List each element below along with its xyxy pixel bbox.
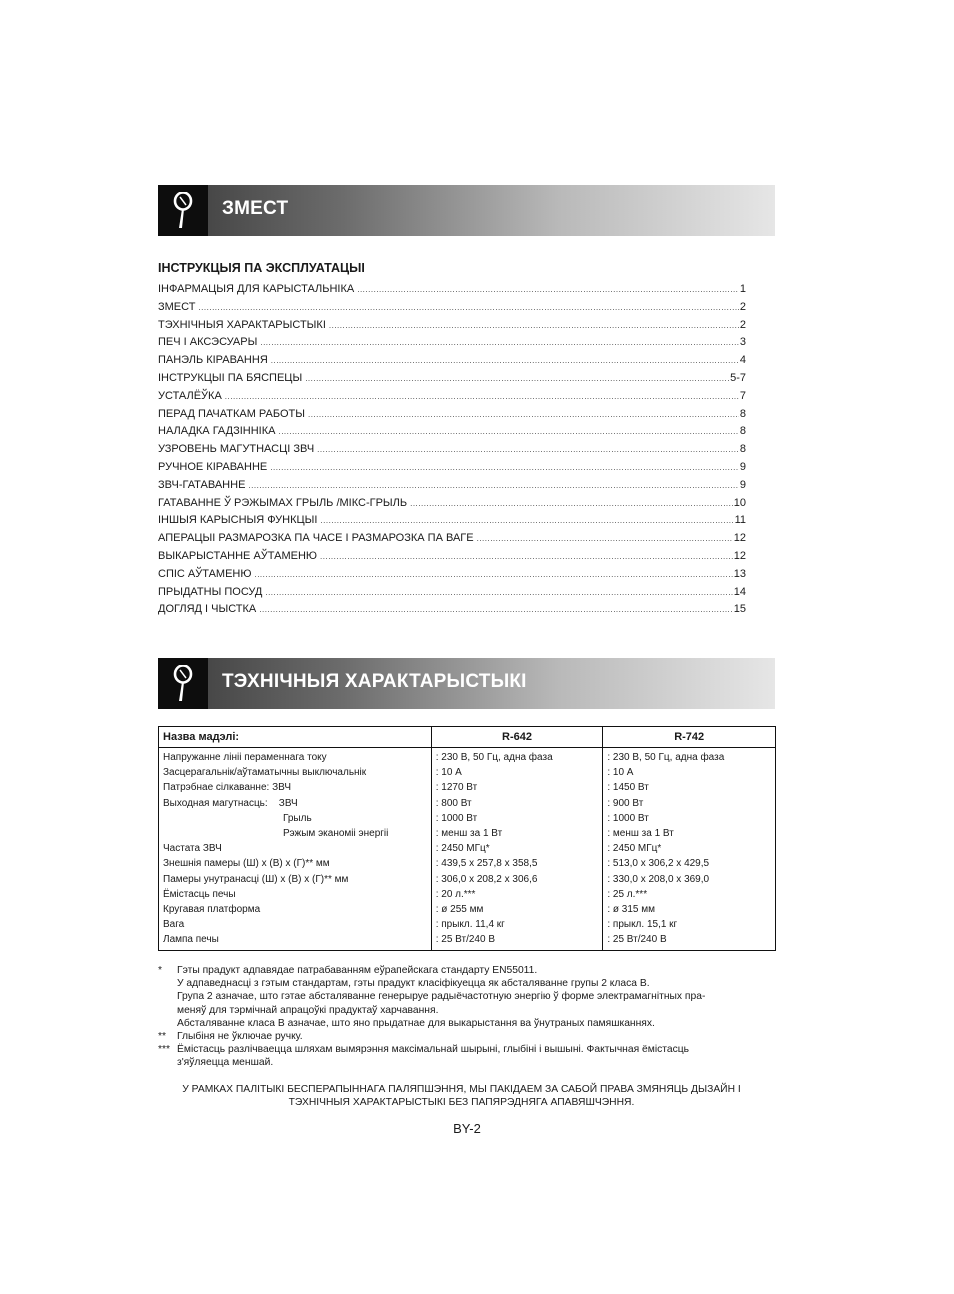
toc-leader-dots [270, 463, 739, 472]
toc-item[interactable] [158, 497, 746, 515]
toc-item-page: 1 [739, 283, 746, 295]
disclaimer [158, 1083, 765, 1110]
toc-item-page: 2 [739, 300, 746, 313]
toc-item-label: АПЕРАЦЫІ РАЗМАРОЗКА ПА ЧАСЕ І РАЗМАРОЗКА ПА ВАГЕ [158, 532, 474, 545]
r642-value: : 230 В, 50 Гц, адна фаза [435, 752, 553, 763]
toc-leader-dots [248, 481, 738, 490]
param-labels [159, 748, 432, 951]
toc-item-label: СПІС АЎТАМЕНЮ [158, 567, 252, 580]
header-r742: R-742 [603, 727, 776, 748]
param-label: Знешнія памеры (Ш) х (В) х (Г)** мм [163, 858, 330, 870]
toc-leader-dots [357, 285, 739, 294]
param-label: Ёмістасць печы [163, 888, 236, 900]
footnote-marker: * [158, 965, 163, 976]
toc-item[interactable] [158, 443, 746, 461]
pen-icon [171, 665, 195, 703]
footnote-line: Гэты прадукт адпавядае патрабаванням еўрапейскага стандарту EN55011. [177, 965, 538, 976]
toc-item-page: 4 [739, 354, 746, 367]
r642-value: : прыкл. 11,4 кг [435, 919, 505, 931]
r742-value: : ø 315 мм [607, 904, 655, 916]
r742-value: : 2450 МГц* [607, 843, 662, 855]
toc-item[interactable] [158, 354, 746, 372]
toc-item-label: ТЭХНІЧНЫЯ ХАРАКТАРЫСТЫКІ [158, 318, 326, 331]
param-label: Засцерагальнік/аўтаматычны выключальнік [163, 767, 367, 779]
toc-leader-dots [477, 534, 733, 543]
contents-title: ЗМЕСТ [222, 198, 289, 219]
toc-item[interactable] [158, 514, 746, 532]
r742-value: : 513,0 х 306,2 х 429,5 [607, 858, 710, 870]
r642-value: : 306,0 х 208,2 х 306,6 [435, 873, 538, 885]
toc-item[interactable] [158, 336, 746, 354]
toc-heading: ІНСТРУКЦЫЯ ПА ЭКСПЛУАТАЦЫІ [158, 261, 365, 275]
param-label: Лампа печы [163, 934, 219, 946]
toc-item-page: 8 [739, 443, 746, 456]
footnote-line: з'яўляецца меншай. [177, 1057, 274, 1069]
toc-item-page: 11 [734, 514, 746, 527]
specs-table [158, 726, 776, 951]
toc-item-label: ВЫКАРЫСТАННЕ АЎТАМЕНЮ [158, 549, 318, 562]
r642-value: : 1270 Вт [435, 782, 478, 794]
toc-leader-dots [225, 392, 739, 401]
param-label-output-power [163, 796, 427, 811]
toc-item-label: ПЕЧ І АКСЭСУАРЫ [158, 336, 258, 349]
r642-value: : менш за 1 Вт [435, 828, 503, 840]
toc-item-label: ЗВЧ-ГАТАВАННЕ [158, 478, 246, 491]
disclaimer-line: ТЭХНІЧНЫЯ ХАРАКТАРЫСТЫКІ БЕЗ ПАПЯРЭДНЯГА АПАВЯШЧЭННЯ. [288, 1097, 635, 1109]
r642-value: : ø 255 мм [435, 904, 484, 916]
toc-item[interactable] [158, 461, 746, 479]
toc-item[interactable] [158, 586, 746, 604]
toc-item-page: 2 [739, 318, 746, 331]
toc-leader-dots [329, 321, 739, 330]
page-number: BY-2 [453, 1121, 481, 1136]
r742-value: : 25 Вт/240 В [607, 934, 667, 946]
toc-item[interactable] [158, 283, 746, 301]
toc-leader-dots [259, 605, 733, 614]
toc-item-label: ДОГЛЯД І ЧЫСТКА [158, 603, 257, 616]
param-label: Вага [163, 919, 185, 931]
r742-value: : 25 л.*** [607, 888, 648, 900]
toc-item-label: НАЛАДКА ГАДЗІННІКА [158, 425, 276, 438]
footnotes [158, 964, 778, 1070]
toc-item[interactable] [158, 408, 746, 426]
param-label: Рэжым эканоміі энергіі [283, 828, 389, 840]
toc-leader-dots [278, 427, 738, 436]
toc-item[interactable] [158, 319, 746, 337]
toc-item-label: ІНСТРУКЦЫІ ПА БЯСПЕЦЫ [158, 371, 303, 384]
toc-item[interactable] [158, 372, 746, 390]
r642-values [431, 748, 603, 951]
toc-item[interactable] [158, 301, 746, 319]
toc-item-page: 9 [739, 478, 746, 491]
header-model-name: Назва мадэлі: [159, 727, 432, 748]
toc-item-label: ГАТАВАННЕ Ў РЭЖЫМАХ ГРЫЛЬ /МІКС-ГРЫЛЬ [158, 496, 408, 509]
toc-leader-dots [410, 499, 733, 508]
param-label: Памеры унутранасці (Ш) х (В) х (Г)** мм [163, 873, 349, 885]
footnote-line: Глыбіня не ўключае ручку. [177, 1031, 303, 1043]
toc-leader-dots [271, 356, 739, 365]
footnote-line: У адпаведнасці з гэтым стандартам, гэты прадукт класіфікуецца як абсталяванне групы 2 класа B. [177, 978, 650, 990]
toc-leader-dots [260, 338, 739, 347]
footnote [158, 1043, 778, 1069]
r742-value: : прыкл. 15,1 кг [607, 919, 678, 931]
toc-item-page: 15 [733, 603, 746, 616]
footnote-line: Ёмістасць разлічваецца шляхам вымярэння максімальнай шырыні, глыбіні і вышыні. Фактычная ёмістасць [177, 1044, 690, 1056]
toc-item-page: 3 [739, 336, 746, 349]
toc-item-page: 5-7 [730, 371, 746, 384]
toc-item-page: 12 [733, 549, 746, 562]
footnote [158, 1030, 778, 1043]
param-sublabel: ЗВЧ [278, 797, 298, 809]
specs-header-row [159, 727, 776, 748]
toc-item[interactable] [158, 550, 746, 568]
toc-leader-dots [254, 570, 732, 579]
toc-item-label: ІНШЫЯ КАРЫСНЫЯ ФУНКЦЫІ [158, 514, 318, 527]
icon-box [158, 658, 208, 709]
r642-value: : 20 л.*** [435, 888, 476, 900]
specs-title: ТЭХНІЧНЫЯ ХАРАКТАРЫСТЫКІ [222, 671, 527, 692]
footnote-line: меняў для тэрмічнай апрацоўкі прадуктаў харчавання. [177, 1004, 439, 1016]
toc-leader-dots [198, 303, 738, 312]
r642-value: : 2450 МГц* [435, 843, 490, 855]
r742-value: : 230 В, 50 Гц, адна фаза [607, 752, 725, 763]
toc-item-label: ІНФАРМАЦЫЯ ДЛЯ КАРЫСТАЛЬНІКА [158, 283, 355, 295]
toc-item-page: 10 [733, 496, 746, 509]
toc-item-page: 9 [739, 460, 746, 473]
toc-leader-dots [320, 552, 733, 561]
footnote [158, 964, 778, 1030]
r742-value: : 1000 Вт [607, 812, 649, 824]
r642-value: : 25 Вт/240 В [435, 934, 495, 946]
r642-value: : 439,5 х 257,8 х 358,5 [435, 858, 538, 870]
r742-value: : 1450 Вт [607, 782, 649, 794]
toc-item-label: УСТАЛЁЎКА [158, 389, 222, 402]
toc-item-label: ПАНЭЛЬ КІРАВАННЯ [158, 354, 268, 367]
toc-item[interactable] [158, 568, 746, 586]
footnote-line: Група 2 азначае, што гэтае абсталяванне генерыруе радыёчастотную энергію ў форме электрамагнітных пра- [177, 991, 706, 1003]
toc-item[interactable] [158, 425, 746, 443]
header-r642: R-642 [431, 727, 603, 748]
toc-item-page: 8 [739, 425, 746, 438]
toc-leader-dots [308, 410, 739, 419]
toc-item-page: 13 [733, 567, 746, 580]
footnote-marker: *** [158, 1044, 171, 1056]
specs-banner [158, 658, 775, 709]
toc-item[interactable] [158, 603, 746, 621]
toc-leader-dots [265, 588, 732, 597]
footnote-line: Абсталяванне класа B азначае, што яно прыдатнае для выкарыстання ва ўнутраных памяшканнях. [177, 1017, 655, 1029]
param-label: Напружанне лініі пераменнага току [163, 752, 327, 763]
toc-item[interactable] [158, 479, 746, 497]
param-label: Грыль [283, 812, 312, 824]
toc-item-page: 7 [739, 389, 746, 402]
contents-banner [158, 185, 775, 236]
r642-value: : 10 А [435, 767, 462, 779]
toc-item[interactable] [158, 390, 746, 408]
toc-item-page: 14 [733, 585, 746, 598]
toc-leader-dots [317, 445, 739, 454]
param-label: Патрэбнае сілкаванне: ЗВЧ [163, 782, 291, 794]
toc-item-label: РУЧНОЕ КІРАВАННЕ [158, 460, 268, 473]
toc-item-label: ПЕРАД ПАЧАТКАМ РАБОТЫ [158, 407, 305, 420]
toc-item-page: 8 [739, 407, 746, 420]
toc-item[interactable] [158, 532, 746, 550]
r642-value: : 1000 Вт [435, 812, 478, 824]
r742-values [603, 748, 776, 951]
disclaimer-line: У РАМКАХ ПАЛІТЫКІ БЕСПЕРАПЫННАГА ПАЛЯПШЭННЯ, МЫ ПАКІДАЕМ ЗА САБОЙ ПРАВА ЗМЯНЯЦЬ ДЫЗАЙН І [182, 1084, 741, 1095]
toc-item-label: УЗРОВЕНЬ МАГУТНАСЦІ ЗВЧ [158, 443, 315, 456]
param-label: Выходная магутнасць: [163, 797, 268, 809]
toc-leader-dots [305, 374, 729, 383]
toc-item-label: ПРЫДАТНЫ ПОСУД [158, 585, 263, 598]
toc-item-label: ЗМЕСТ [158, 300, 196, 313]
param-label: Кругавая платформа [163, 904, 261, 916]
r742-value: : 10 А [607, 767, 634, 779]
r642-value: : 800 Вт [435, 797, 472, 809]
footnote-marker: ** [158, 1031, 167, 1043]
r742-value: : 900 Вт [607, 797, 644, 809]
toc-item-page: 12 [733, 532, 746, 545]
toc-leader-dots [320, 516, 733, 525]
r742-value: : менш за 1 Вт [607, 828, 674, 840]
icon-box [158, 185, 208, 236]
pen-icon [171, 192, 195, 230]
param-label: Частата ЗВЧ [163, 843, 222, 855]
r742-value: : 330,0 х 208,0 х 369,0 [607, 873, 710, 885]
table-of-contents [158, 283, 746, 621]
